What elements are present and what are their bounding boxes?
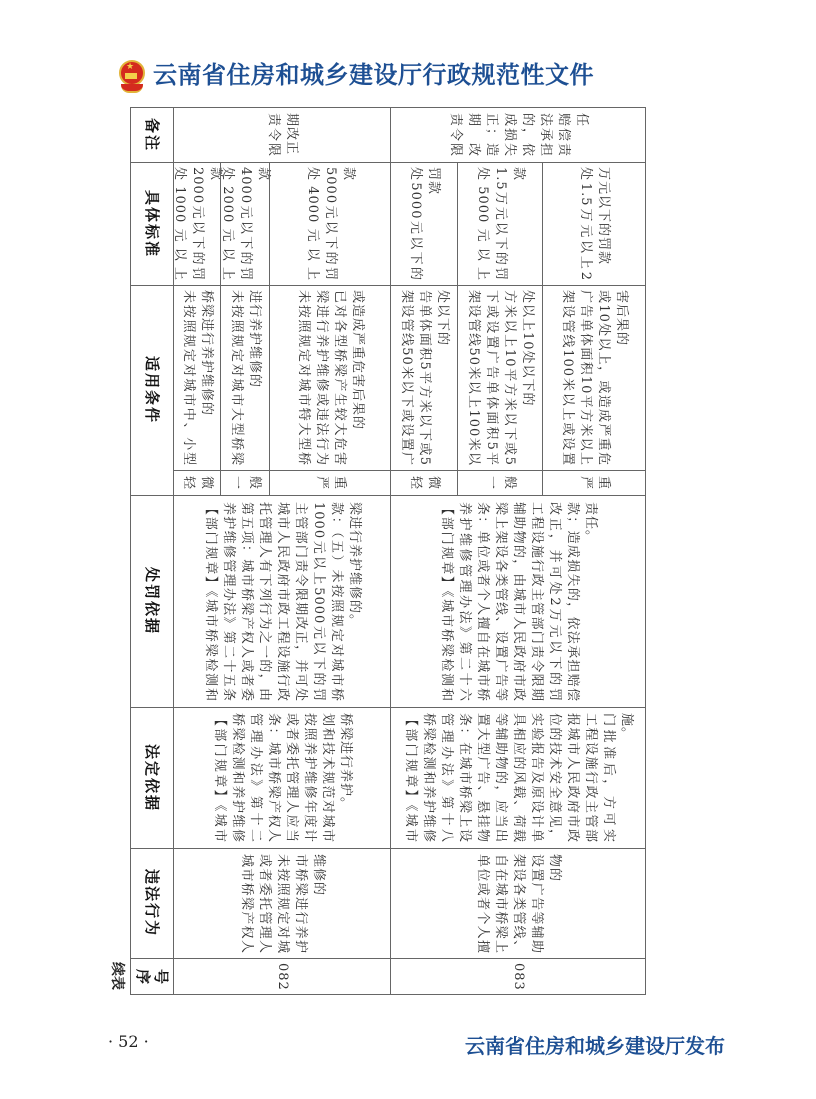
row-082-remarks: 责令限期改正 xyxy=(173,107,391,163)
row-082-condition-3: 未按照规定对城市特大型桥梁进行养护维修或违法行为已对各型桥梁产生较大危害或造成严重危害后果的 xyxy=(269,285,391,471)
row-083-level-1: 轻微 xyxy=(390,470,458,496)
row-082-level-1: 轻微 xyxy=(173,470,221,496)
row-082-violation: 城市桥梁产权人或者委托管理人未按照规定对城市桥梁进行养护维修的 xyxy=(173,848,391,959)
header-legal-basis: 法定依据 xyxy=(130,707,174,849)
row-083-legal-basis: 【部门规章】《城市桥梁检测和养护维修管理办法》第十八条：在城市桥梁上设置大型广告、悬挂物等辅助物的，应当出具相应的风载、荷载实验报告及原设计单位的技术安全意见，报城市人民政府市政工程设施行政主管部门批准后，方可实施。 xyxy=(390,707,646,849)
document-header-title: 云南省住房和城乡建设厅行政规范性文件 xyxy=(153,61,594,89)
row-083-standard-3: 处1.5万元以上2万元以下的罚款 xyxy=(542,162,646,286)
row-083-condition-1: 架设管线50米以下或设置广告单体面积5平方米以下或5处以下的 xyxy=(390,285,458,471)
page-number: · 52 · xyxy=(108,1032,149,1051)
row-082-standard-1: 处1000元以上2000元以下的罚款 xyxy=(173,162,221,286)
row-082-level-2: 一般 xyxy=(220,470,270,496)
header-standard: 具体标准 xyxy=(130,162,174,286)
header-penalty-basis: 处罚依据 xyxy=(130,495,174,708)
row-082-standard-2: 处2000元以上4000元以下的罚款 xyxy=(220,162,270,286)
row-082-condition-2: 未按照规定对城市大型桥梁进行养护维修的 xyxy=(220,285,270,471)
header-condition: 适用条件 xyxy=(130,285,174,496)
row-082-penalty-basis: 【部门规章】《城市桥梁检测和养护维修管理办法》第二十五条第五项：城市桥梁产权人或者委托管理人有下列行为之一的，由城市人民政府市政工程设施行政主管部门责令限期改正，并可处1000元以上5000元以下的罚款：（五）未按照规定对城市桥梁进行养护维修的。 xyxy=(173,495,391,708)
row-082-condition-1: 未按照规定对城市中、小型桥梁进行养护维修的 xyxy=(173,285,221,471)
row-083-standard-2: 处5000元以上1.5万元以下的罚款 xyxy=(457,162,543,286)
row-083-condition-2: 架设管线50米以上100米以下或设置广告单体面积5平方米以上10平方米以下或5处以上10处以下的 xyxy=(457,285,543,471)
row-083-condition-3: 架设管线100米以上或设置广告单体面积10平方米以上或10处以上，或造成严重危害后果的 xyxy=(542,285,646,471)
row-082-legal-basis: 【部门规章】《城市桥梁检测和养护维修管理办法》第十二条：城市桥梁产权人或者委托管理人应当按照养护维修年度计划和技术规范对城市桥梁进行养护。 xyxy=(173,707,391,849)
header-seq: 序号 xyxy=(130,958,174,995)
row-083-level-3: 严重 xyxy=(542,470,646,496)
footer-publisher: 云南省住房和城乡建设厅发布 xyxy=(465,1034,725,1058)
row-083-remarks: 责令限期改正；造成损失的，依法承担赔偿责任 xyxy=(390,107,646,163)
national-emblem-icon: ★ xyxy=(118,60,146,92)
row-083-standard-1: 处5000元以下的罚款 xyxy=(390,162,458,286)
row-082-seq: 082 xyxy=(173,958,391,995)
row-083-penalty-basis: 【部门规章】《城市桥梁检测和养护维修管理办法》第二十六条：单位或者个人擅自在城市桥梁上架设各类管线、设置广告等辅助物的，由城市人民政府市政工程设施行政主管部门责令限期改正，并可处2万元以下的罚款；造成损失的，依法承担赔偿责任。 xyxy=(390,495,646,708)
row-083-level-2: 一般 xyxy=(457,470,543,496)
row-082-standard-3: 处4000元以上5000元以下的罚款 xyxy=(269,162,391,286)
row-082-level-3: 严重 xyxy=(269,470,391,496)
header-remarks: 备注 xyxy=(130,107,174,163)
row-083-violation: 单位或者个人擅自在城市桥梁上架设各类管线、设置广告等辅助物的 xyxy=(390,848,646,959)
header-violation: 违法行为 xyxy=(130,848,174,959)
row-083-seq: 083 xyxy=(390,958,646,995)
continued-table-label: 续表 xyxy=(109,962,125,990)
